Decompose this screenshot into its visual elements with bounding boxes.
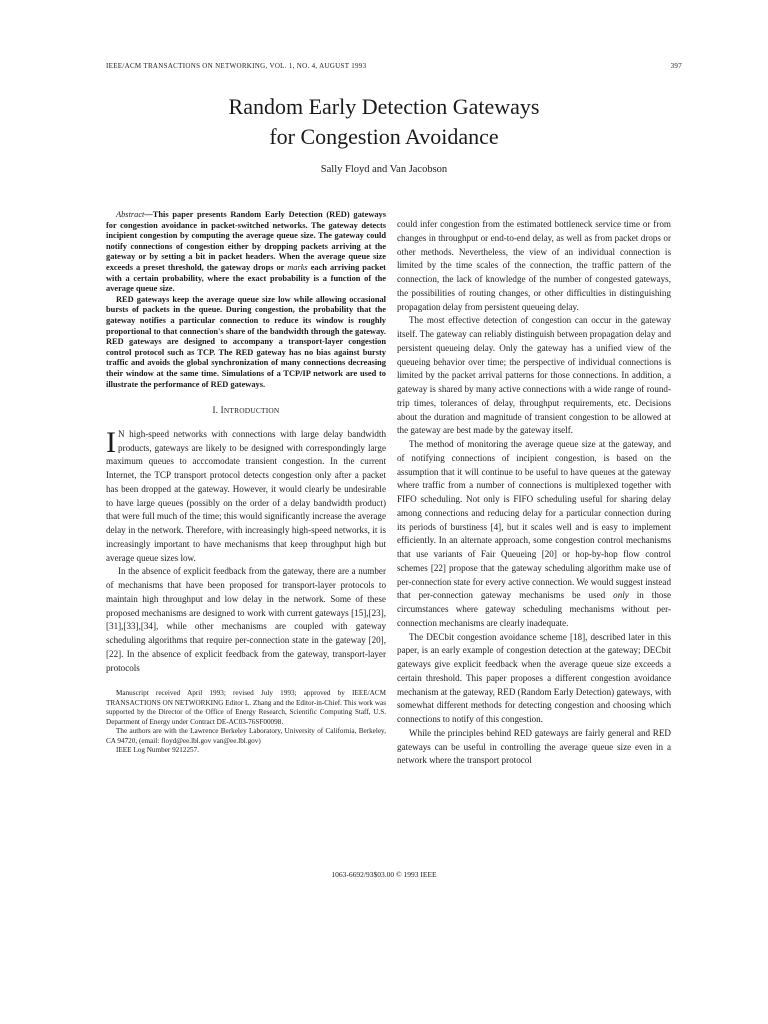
right-paragraph-3: The method of monitoring the average queue size at the gateway, and of notifying connections of incipient congestion, is based on the assumption that it will continue to be useful to have queues at the gateway where traffic from a number of connections is multiplexed together with FIFO scheduling. Not only is FIFO scheduling useful for sharing delay among connections and reducing delay for a particular connection during its periods of burstiness [4], but it scales well and is easy to implement efficiently. In an alternate approach, some congestion control mechanisms that use variants of Fair Queueing [20] or hop-by-hop flow control schemes [22] propose that the gateway scheduling algorithm make use of per-connection state for every active connection. We would suggest instead that per-connection gateway mechanisms be used only in those circumstances where gateway scheduling mechanisms without per-connection mechanisms are clearly inadequate. bbox=[397, 439, 671, 628]
footnote-log-number: IEEE Log Number 9212257. bbox=[116, 746, 200, 755]
abstract-label: Abstract bbox=[116, 210, 145, 219]
drop-cap: I bbox=[106, 425, 116, 459]
intro-paragraph-1: I N high-speed networks with connections with large delay bandwidth products, gateways are likely to be designed with correspondingly large maximum queues to acccomodate transient congestion. In the current Internet, the TCP transport protocol detects congestion only after a packet has been dropped at the gateway. However, it would clearly be undesirable to have large queues (possibly on the order of a delay bandwidth product) that were full much of the time; this would significantly increase the average delay in the network. Therefore, with increasingly high-speed networks, it is increasingly important to have mechanisms that keep throughput high but average queue sizes low. bbox=[106, 425, 386, 563]
intro-paragraph-2: In the absence of explicit feedback from the gateway, there are a number of mechanisms that have been proposed for transport-layer protocols to maintain high throughput and low delay in the network. Some of these proposed mechanisms are designed to work with current gateways [15],[23],[31],[33],[34], while other mechanisms are coupled with gateway scheduling algorithms that require per-connection state in the gateway [20],[22]. In the absence of explicit feedback from the gateway, transport-layer protocols bbox=[106, 566, 386, 673]
right-paragraph-1: could infer congestion from the estimated bottleneck service time or from changes in throughput or end-to-end delay, as well as from packet drops or other methods. Nevertheless, the view of an individual connection is limited by the time scales of the connection, the traffic pattern of the connection, the lack of knowledge of the number of congested gateways, the possibilities of routing changes, or other difficulties in distinguishing propagation delay from persistent queueing delay. bbox=[397, 219, 671, 312]
footnote bbox=[106, 689, 386, 756]
copyright-footer: 1063-6692/93$03.00 © 1993 IEEE bbox=[331, 870, 437, 879]
abstract bbox=[106, 210, 386, 390]
page-number: 397 bbox=[670, 62, 682, 70]
right-paragraph-2: The most effective detection of congestion can occur in the gateway itself. The gateway can reliably distinguish between propagation delay and persistent queueing delay. Only the gateway has a unified view of the queueing behavior over time; the perspective of individual connections is limited by the packet arrival patterns for those connections. In addition, a gateway is shared by many active connections with a wide range of round-trip times, tolerances of delay, throughput requirements, etc. Decisions about the duration and magnitude of transient congestion to be allowed at the gateway are best made by the gateway itself. bbox=[397, 315, 671, 436]
title-line-1: Random Early Detection Gateways bbox=[228, 94, 540, 119]
authors: Sally Floyd and Van Jacobson bbox=[320, 164, 448, 175]
paper-title bbox=[0, 92, 768, 152]
right-column bbox=[397, 218, 671, 768]
abstract-paragraph-1: Abstract—This paper presents Random Early Detection (RED) gateways for congestion avoidance in packet-switched networks. The gateway detects incipient congestion by computing the average queue size. The gateway could notify connections of congestion either by dropping packets arriving at the gateway or by setting a bit in packet headers. When the average queue size exceeds a preset threshold, the gateway drops or marks each arriving packet with a certain probability, where the exact probability is a function of the average queue size. bbox=[106, 210, 386, 294]
footnote-manuscript: Manuscript received April 1993; revised July 1993; approved by IEEE/ACM TRANSACTIONS ON NETWORKING Editor L. Zhang and the Editor-in-Chief. This work was supported by the Director of the Office of Energy Research, Scientific Computing Staff, U.S. Department of Energy under Contract DE-AC03-76SF00098. bbox=[106, 689, 386, 726]
running-head bbox=[106, 62, 682, 70]
journal-header: IEEE/ACM TRANSACTIONS ON NETWORKING, VOL. 1, NO. 4, AUGUST 1993 bbox=[106, 62, 367, 70]
title-line-2: for Congestion Avoidance bbox=[269, 124, 499, 149]
footnote-authors: The authors are with the Lawrence Berkeley Laboratory, University of California, Berkeley, CA 94720, (email: floyd@ee.lbl.gov van@ee.lbl.gov) bbox=[106, 727, 386, 745]
right-paragraph-5: While the principles behind RED gateways are fairly general and RED gateways can be useful in controlling the average queue size even in a network where the transport protocol bbox=[397, 727, 671, 766]
left-column bbox=[106, 210, 386, 756]
abstract-paragraph-2: RED gateways keep the average queue size low while allowing occasional bursts of packets in the queue. During congestion, the probability that the gateway notifies a particular connection to reduce its window is roughly proportional to that connection's share of the bandwidth through the gateway. RED gateways are designed to accompany a transport-layer congestion control protocol such as TCP. The RED gateway has no bias against bursty traffic and avoids the global synchronization of many connections decreasing their window at the same time. Simulations of a TCP/IP network are used to illustrate the performance of RED gateways. bbox=[106, 294, 386, 389]
section-heading-introduction: I. INTRODUCTION bbox=[212, 405, 280, 416]
right-paragraph-4: The DECbit congestion avoidance scheme [18], described later in this paper, is an early example of congestion detection at the gateway; DECbit gateways give explicit feedback when the average queue size exceeds a certain threshold. This paper proposes a different congestion avoidance mechanism at the gateway, RED (Random Early Detection) gateways, with somewhat different methods for detecting congestion and choosing which connections to notify of this congestion. bbox=[397, 631, 671, 724]
